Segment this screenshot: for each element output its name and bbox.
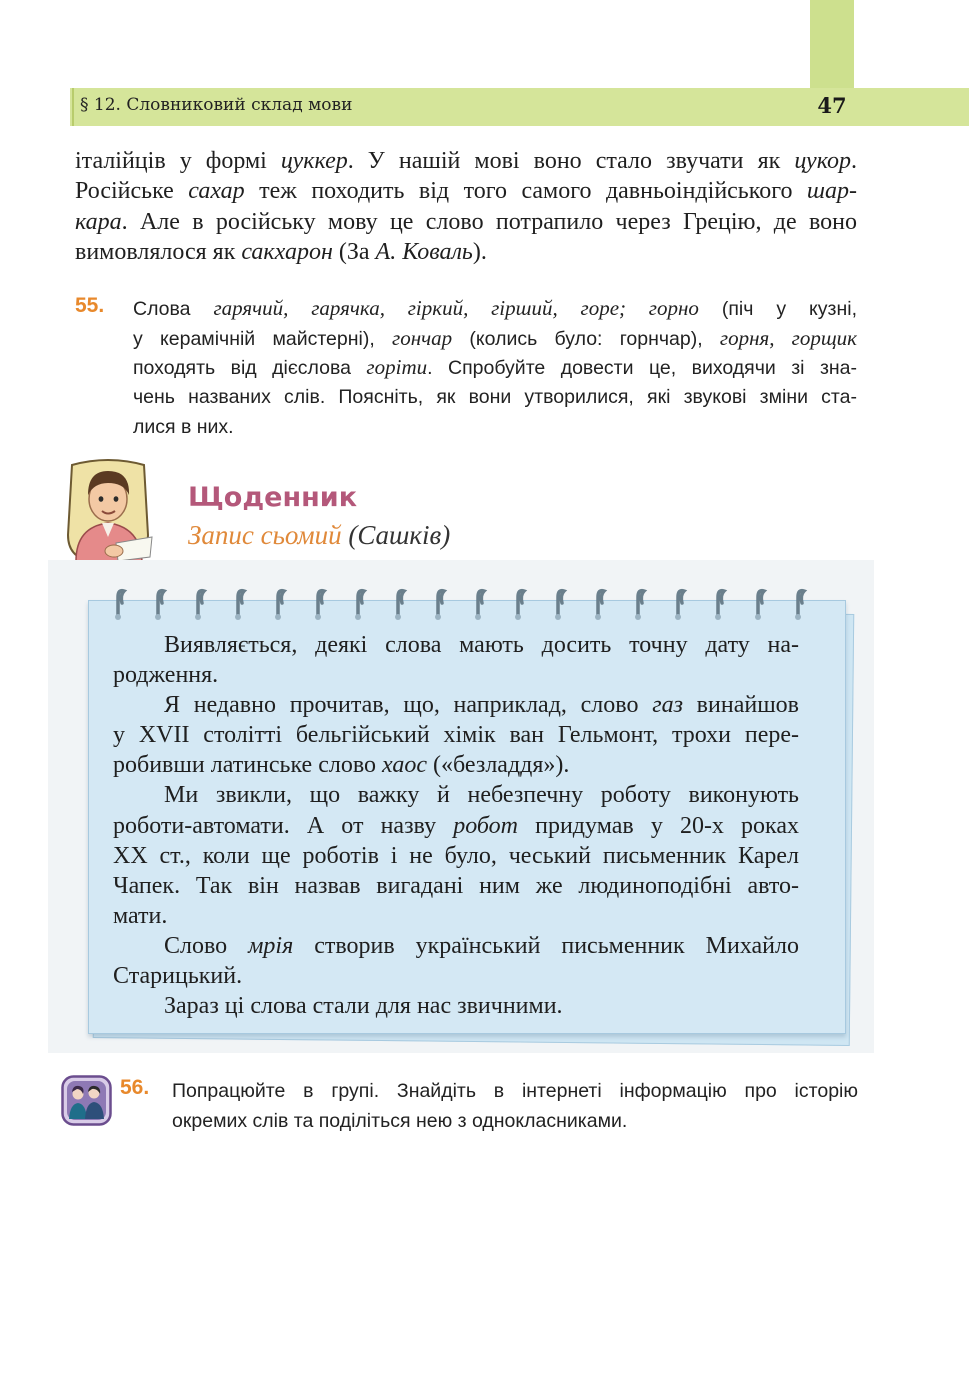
italic-word: горіти [366, 355, 428, 380]
spiral-binding [100, 585, 830, 625]
italic-word: цукор [794, 148, 852, 174]
text-run: (піч у кузні, [698, 298, 857, 320]
text-line: родження. [113, 662, 219, 689]
text-run: Я недавно прочитав, що, наприклад, слово [164, 692, 653, 719]
text-line [113, 750, 799, 780]
header-rule [72, 88, 74, 126]
spiral-ring-icon [435, 591, 444, 620]
italic-word: сахар [188, 178, 245, 205]
diary-text [113, 630, 799, 1021]
boy-avatar-icon [62, 457, 154, 565]
spiral-ring-icon [195, 591, 204, 620]
text-run: (колись було: горнчар), [452, 327, 720, 350]
italic-word: газ [652, 692, 683, 719]
text-line [75, 207, 857, 237]
text-line [75, 237, 857, 267]
text-line [133, 294, 857, 324]
spiral-ring-icon [395, 591, 404, 620]
spiral-ring-icon [315, 591, 324, 620]
italic-word: шар- [806, 178, 858, 205]
italic-words: горня, горщик [719, 325, 857, 350]
text-line [113, 931, 799, 961]
text-line: Попрацюйте в групі. Знайдіть в інтернеті інформацію про історію [172, 1080, 858, 1102]
spiral-ring-icon [515, 591, 524, 620]
text-run: придумав у 20-х роках [517, 812, 800, 839]
italic-word: сакхарон [241, 238, 333, 265]
exercise-56-text [172, 1076, 858, 1136]
italic-word: цуккер [280, 148, 348, 174]
spiral-ring-icon [235, 591, 244, 620]
spiral-ring-icon [635, 591, 644, 620]
text-line: Старицький. [113, 963, 243, 990]
text-run: теж походить від того самого давньоіндійського [244, 178, 807, 205]
text-run: Слова [133, 298, 214, 320]
text-line: чень названих слів. Поясніть, як вони утворилися, які звукові зміни ста- [133, 386, 857, 409]
text-line: Ми звикли, що важку й небезпечну роботу виконують [164, 782, 799, 809]
spiral-ring-icon [115, 591, 124, 620]
italic-word: мрія [248, 932, 294, 959]
text-run: робивши латинське слово [113, 752, 383, 779]
text-run: (За [332, 238, 376, 265]
spiral-ring-icon [475, 591, 484, 620]
italic-words: гарячий, гарячка, гіркий, гірший, горе; горно [213, 296, 699, 320]
spiral-ring-icon [155, 591, 164, 620]
spiral-ring-icon [715, 591, 724, 620]
text-line: окремих слів та поділіться нею з однокласниками. [172, 1110, 628, 1132]
group-work-icon [61, 1075, 112, 1126]
text-run: . Але в російську мову це слово потрапило через Грецію, де воно [121, 208, 857, 235]
text-run: Слово [164, 932, 249, 959]
italic-word: А. Коваль [375, 238, 473, 265]
text-line [133, 353, 857, 383]
text-run: вимовлялося як [75, 238, 242, 265]
text-run: у керамічній майстерні), [133, 327, 393, 350]
italic-word: кара [75, 208, 122, 235]
text-line [113, 811, 799, 841]
spiral-ring-icon [355, 591, 364, 620]
text-line: Зараз ці слова стали для нас звичними. [164, 993, 563, 1020]
text-line [113, 690, 799, 720]
text-run: Російське [75, 178, 189, 205]
text-run: . [851, 148, 858, 174]
exercise-55-number: 55. [75, 294, 105, 317]
italic-word: хаос [382, 752, 428, 779]
text-run: італійців у формі [75, 148, 281, 174]
spiral-ring-icon [555, 591, 564, 620]
diary-title: Щоденник [188, 482, 358, 513]
text-run: . Спробуйте довести це, виходячи зі зна- [427, 357, 858, 380]
diary-author: (Сашків) [341, 520, 451, 550]
text-line: Чапек. Так він назвав вигадані ним же людиноподібні авто- [113, 872, 799, 899]
exercise-56-number: 56. [120, 1076, 150, 1099]
text-line: лися в них. [133, 415, 234, 438]
text-line: XX ст., коли ще роботів і не було, чеський письменник Карел [113, 842, 799, 869]
text-run: походять від дієслова [133, 357, 367, 380]
spiral-ring-icon [275, 591, 284, 620]
diary-subtitle [188, 520, 450, 551]
spiral-ring-icon [755, 591, 764, 620]
text-run: («безладдя»). [427, 752, 570, 779]
intro-paragraph [75, 146, 857, 267]
exercise-55-text [133, 294, 857, 442]
text-run: роботи-автомати. А от назву [113, 812, 454, 839]
section-title: § 12. Словниковий склад мови [80, 95, 353, 115]
text-run: ). [472, 238, 487, 265]
text-line: Виявляється, деякі слова мають досить точну дату на- [164, 632, 799, 658]
text-line [75, 146, 857, 176]
text-run: . У нашій мові воно стало звучати як [347, 148, 795, 174]
text-line [133, 324, 857, 354]
text-run: створив український письменник Михайло [293, 932, 799, 959]
text-line: у XVII столітті бельгійський хімік ван Гельмонт, трохи пере- [113, 722, 799, 749]
text-line: мати. [113, 902, 168, 929]
text-line [75, 176, 857, 206]
spiral-ring-icon [595, 591, 604, 620]
spiral-ring-icon [795, 591, 804, 620]
page-number: 47 [817, 93, 847, 118]
diary-entry-label: Запис сьомий [188, 520, 342, 550]
italic-word: робот [453, 812, 518, 839]
text-run: винайшов [682, 692, 800, 719]
italic-word: гончар [392, 325, 453, 350]
spiral-ring-icon [675, 591, 684, 620]
